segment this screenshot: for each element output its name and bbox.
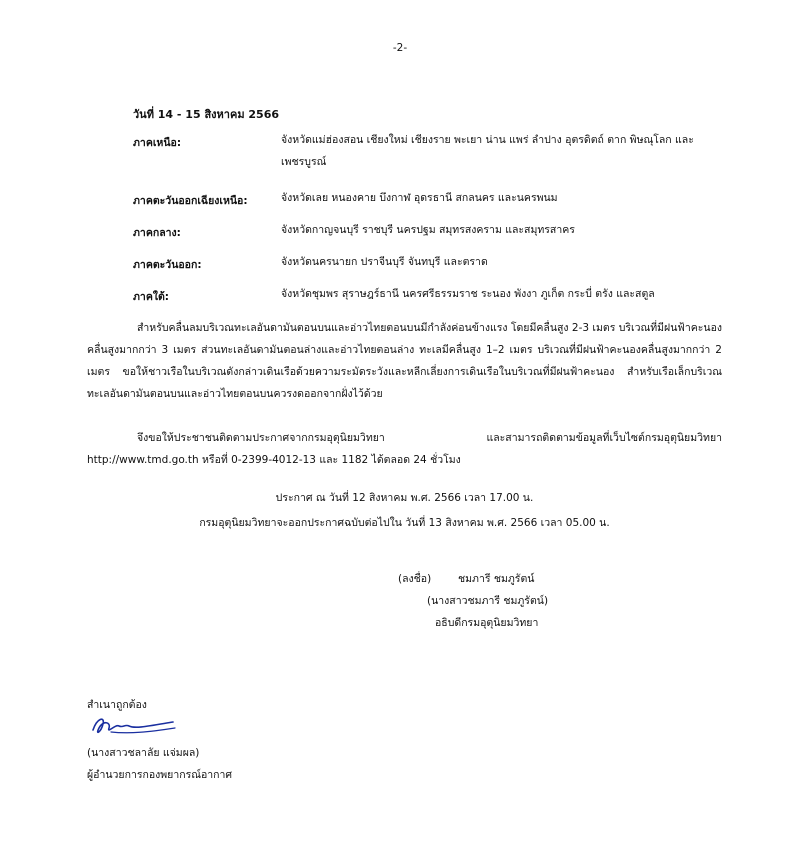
date-heading: วันที่ 14 - 15 สิงหาคม 2566	[133, 108, 280, 121]
region-text-northeast: จังหวัดเลย หนองคาย บึงกาฬ อุดรธานี สกลนคร และนครพนม	[281, 192, 558, 204]
region-label-north: ภาคเหนือ:	[133, 137, 182, 149]
signed-name: ชมภารี ชมภูรัตน์	[458, 573, 535, 585]
signed-prefix: (ลงชื่อ)	[398, 573, 432, 585]
region-text-north: จังหวัดแม่ฮ่องสอน เชียงใหม่ เชียงราย พะเยา น่าน แพร่ ลำปาง อุตรดิตถ์ ตาก พิษณุโลก และเพชรบูรณ์	[281, 134, 694, 168]
region-label-south: ภาคใต้:	[133, 291, 169, 303]
paragraph-follow: จึงขอให้ประชาชนติดตามประกาศจากกรมอุตุนิยมวิทยา และสามารถติดตามข้อมูลที่เว็บไซต์กรมอุตุนิยมวิทยา http://www.tmd.go.th หรือที่ 0-2399-4012-13 และ 1182 ได้ตลอด 24 ชั่วโมง	[87, 432, 722, 466]
signatory-full-name: (นางสาวชมภารี ชมภูรัตน์)	[427, 595, 549, 607]
certified-copy-position: ผู้อำนวยการกองพยากรณ์อากาศ	[87, 769, 233, 781]
signatory-position: อธิบดีกรมอุตุนิยมวิทยา	[435, 617, 539, 629]
handwritten-signature	[89, 712, 179, 740]
region-text-south: จังหวัดชุมพร สุราษฎร์ธานี นครศรีธรรมราช ระนอง พังงา ภูเก็ต กระบี่ ตรัง และสตูล	[281, 288, 655, 300]
paragraph-waves: สำหรับคลื่นลมบริเวณทะเลอันดามันตอนบนและอ่าวไทยตอนบนมีกำลังค่อนข้างแรง โดยมีคลื่นสูง 2-3 เมตร บริเวณที่มีฝนฟ้าคะนองคลื่นสูงมากกว่า 3 เมตร ส่วนทะเลอันดามันตอนล่างและอ่าวไทยตอนล่าง ทะเลมีคลื่นสูง 1–2 เมตร บริเวณที่มีฝนฟ้าคะนองคลื่นสูงมากกว่า 2 เมตร ขอให้ชาวเรือในบริเวณดังกล่าวเดินเรือด้วยความระมัดระวังและหลีกเลี่ยงการเดินเรือในบริเวณที่มีฝนฟ้าคะนอง สำหรับเรือเล็กบริเวณทะเลอันดามันตอนบนและอ่าวไทยตอนบนควรงดออกจากฝั่งไว้ด้วย	[87, 322, 722, 400]
region-text-central: จังหวัดกาญจนบุรี ราชบุรี นครปฐม สมุทรสงคราม และสมุทรสาคร	[281, 224, 575, 236]
certified-copy-title: สำเนาถูกต้อง	[87, 699, 147, 711]
next-announcement-line: กรมอุตุนิยมวิทยาจะออกประกาศฉบับต่อไปใน วันที่ 13 สิงหาคม พ.ศ. 2566 เวลา 05.00 น.	[199, 517, 610, 529]
region-label-northeast: ภาคตะวันออกเฉียงเหนือ:	[133, 195, 248, 207]
certified-copy-name: (นางสาวชลาลัย แจ่มผล)	[87, 747, 200, 759]
region-text-east: จังหวัดนครนายก ปราจีนบุรี จันทบุรี และตราด	[281, 256, 488, 268]
region-label-central: ภาคกลาง:	[133, 227, 181, 239]
announce-line: ประกาศ ณ วันที่ 12 สิงหาคม พ.ศ. 2566 เวลา 17.00 น.	[275, 492, 534, 504]
page-number: -2-	[392, 42, 408, 54]
region-label-east: ภาคตะวันออก:	[133, 259, 202, 271]
